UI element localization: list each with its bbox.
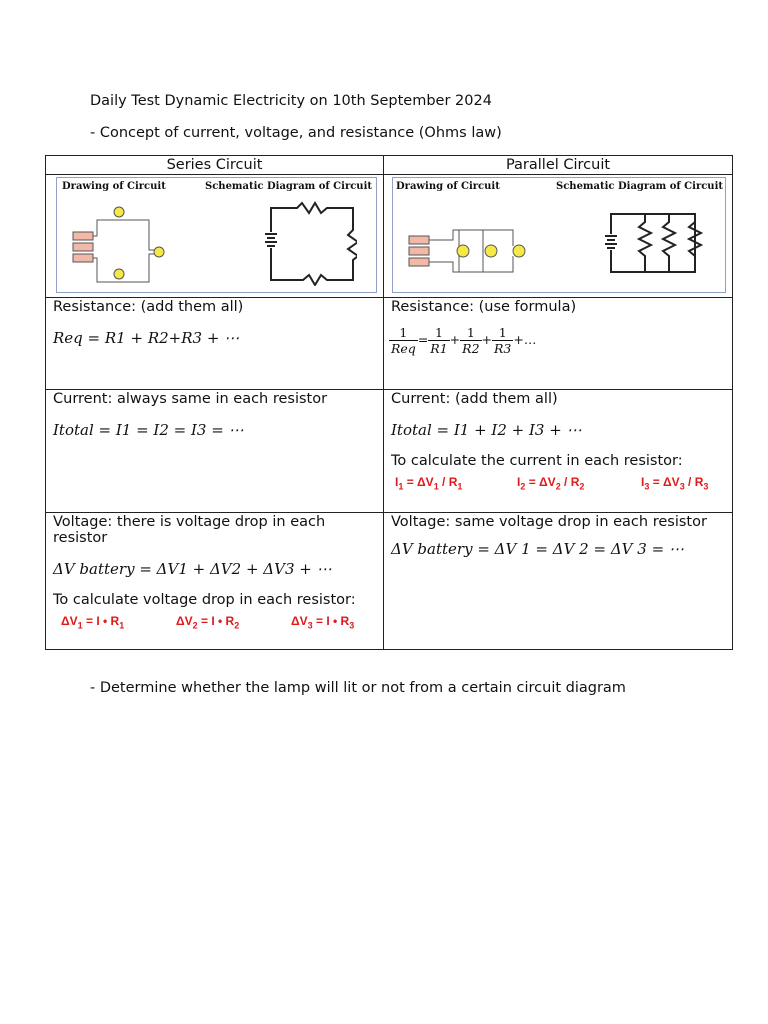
parallel-voltage-formula: ΔV battery = ΔV 1 = ΔV 2 = ΔV 3 = ⋯: [391, 540, 684, 558]
topic-lamp-circuit: - Determine whether the lamp will lit or not from a certain circuit diagram: [90, 680, 626, 696]
parallel-drawing-illustration: [403, 206, 543, 286]
parallel-schematic-illustration: [597, 202, 707, 288]
frac-r1: $\frac{1}{R1}$: [430, 325, 448, 356]
circuit-comparison-table: [45, 155, 733, 650]
current-i3-formula: $I_3 = \Delta V_3 / R_3$: [641, 475, 709, 492]
voltage-v2-formula: $\Delta V_2 = I$ • $R_2$: [176, 614, 240, 631]
series-voltage-formula: ΔV battery = ΔV1 + ΔV2 + ΔV3 + ⋯: [53, 560, 332, 578]
parallel-resistance-cell: [384, 298, 733, 390]
voltage-v3-formula: $\Delta V_3 = I$ • $R_3$: [291, 614, 355, 631]
series-resistance-label: Resistance: (add them all): [53, 299, 244, 315]
topic-ohms-law: - Concept of current, voltage, and resistance (Ohms law): [90, 125, 502, 141]
parallel-schematic-caption: Schematic Diagram of Circuit: [555, 181, 723, 192]
series-diagram-cell: [46, 175, 384, 298]
parallel-voltage-label: Voltage: same voltage drop in each resistor: [391, 514, 707, 530]
parallel-diagram-cell: [384, 175, 733, 298]
page-title: Daily Test Dynamic Electricity on 10th September 2024: [90, 93, 492, 109]
series-current-formula: Itotal = I1 = I2 = I3 = ⋯: [53, 421, 244, 439]
parallel-current-label: Current: (add them all): [391, 391, 558, 407]
series-voltage-cell: [46, 513, 384, 650]
series-circuit-figure: [56, 177, 377, 293]
parallel-current-calc-label: To calculate the current in each resistor:: [391, 453, 683, 469]
parallel-current-calc-row: [391, 475, 725, 491]
frac-req: $\frac{1}{\text{Req}}$: [391, 325, 416, 356]
parallel-resistance-formula: $\frac{1}{\text{Req}}$ = $\frac{1}{R1}$ + $\frac{1}{R2}$ + $\frac{1}{R3}$ +…: [391, 325, 537, 356]
series-drawing-caption: Drawing of Circuit: [62, 181, 166, 192]
current-i1-formula: $I_1 = \Delta V_1 / R_1$: [395, 475, 463, 492]
series-voltage-calc-label: To calculate voltage drop in each resistor:: [53, 592, 356, 608]
series-drawing-illustration: [67, 202, 177, 288]
frac-r3: $\frac{1}{R3}$: [494, 325, 512, 356]
series-resistance-formula: Req = R1 + R2+R3 + ⋯: [53, 329, 240, 347]
parallel-current-cell: [384, 390, 733, 513]
parallel-circuit-figure: [392, 177, 726, 293]
parallel-voltage-cell: [384, 513, 733, 650]
series-current-label: Current: always same in each resistor: [53, 391, 328, 407]
parallel-current-formula: Itotal = I1 + I2 + I3 + ⋯: [391, 421, 582, 439]
series-voltage-label: Voltage: there is voltage drop in each resistor: [53, 514, 326, 546]
parallel-drawing-caption: Drawing of Circuit: [396, 181, 500, 192]
voltage-v1-formula: $\Delta V_1 = I$ • $R_1$: [61, 614, 125, 631]
current-i2-formula: $I_2 = \Delta V_2 / R_2$: [517, 475, 585, 492]
frac-r2: $\frac{1}{R2}$: [462, 325, 480, 356]
series-schematic-illustration: [257, 200, 357, 286]
parallel-heading: Parallel Circuit: [384, 156, 733, 175]
series-voltage-calc-row: [53, 614, 376, 630]
series-resistance-cell: [46, 298, 384, 390]
series-heading: Series Circuit: [46, 156, 384, 175]
parallel-resistance-label: Resistance: (use formula): [391, 299, 577, 315]
series-current-cell: [46, 390, 384, 513]
series-schematic-caption: Schematic Diagram of Circuit: [204, 181, 372, 192]
